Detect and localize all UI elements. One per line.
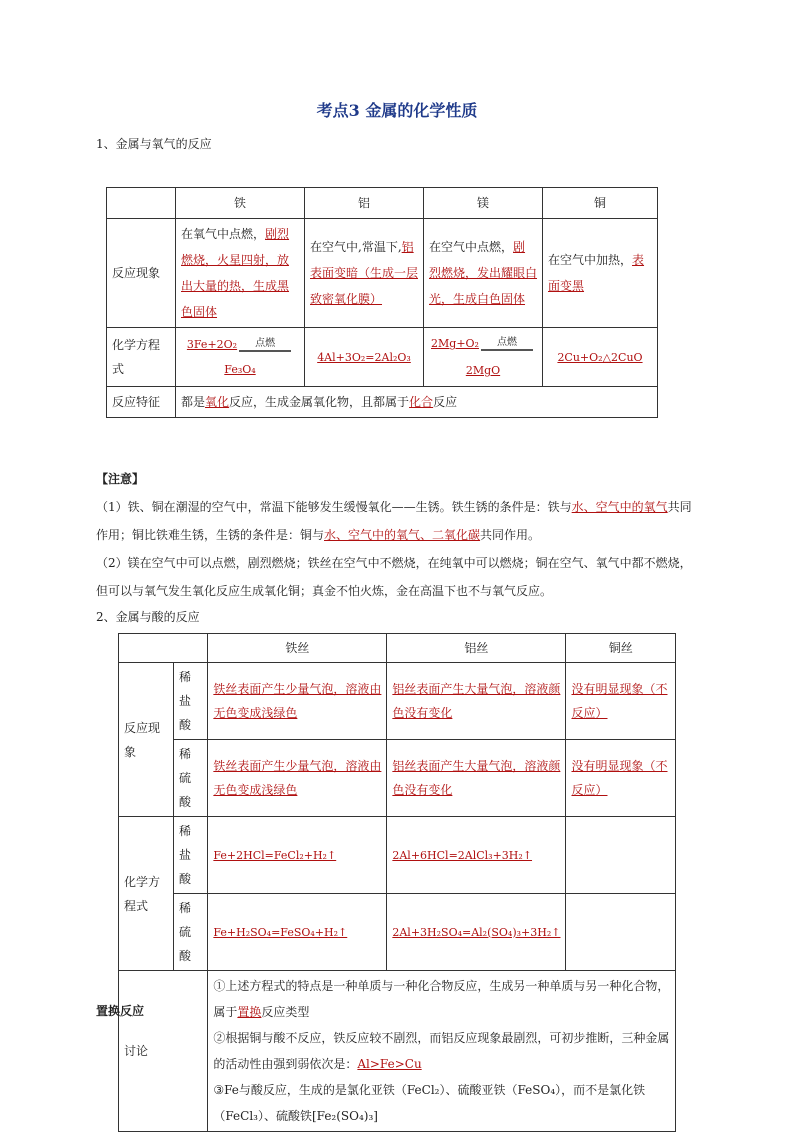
oxygen-reaction-table <box>106 187 658 418</box>
row-label: 化学方程式 <box>107 328 176 387</box>
discussion-1: ①上述方程式的特点是一种单质与一种化合物反应，生成另一种单质与另一种化合物，属于置换反应类型 <box>213 979 670 1019</box>
row-label: 反应特征 <box>107 387 176 418</box>
acid-label: 稀硫酸 <box>174 894 208 971</box>
discussion-cell <box>208 971 676 1132</box>
table-cell: 铁丝表面产生少量气泡，溶液由无色变成浅绿色 <box>208 663 387 740</box>
table-header-empty <box>107 188 176 219</box>
note-paragraph-1: （1）铁、铜在潮湿的空气中，常温下能够发生缓慢氧化——生锈。铁生锈的条件是：铁与水、空气中的氧气共同作用；铜比铁难生锈，生锈的条件是：铜与水、空气中的氧气、二氧化碳共同作用。 <box>96 500 692 542</box>
table-cell-empty <box>566 817 676 894</box>
table-cell: 在空气中加热，表面变黑 <box>543 219 658 328</box>
row-label: 化学方程式 <box>119 817 174 971</box>
table-header: 铁 <box>176 188 305 219</box>
table-cell: 在氧气中点燃，剧烈燃烧，火星四射，放出大量的热，生成黑色固体 <box>176 219 305 328</box>
section-heading-oxygen: 1、金属与氧气的反应 <box>96 137 212 151</box>
equation-cell: 3Fe+2O₂ 点燃 Fe₃O₄ <box>176 328 305 387</box>
table-header: 铝 <box>305 188 424 219</box>
section-heading-displacement: 置换反应 <box>96 1004 145 1018</box>
note-paragraph-2: （2）镁在空气中可以点燃，剧烈燃烧；铁丝在空气中不燃烧，在纯氧中可以燃烧；铜在空气、氧气中都不燃烧，但可以与氧气发生氧化反应生成氧化铜；真金不怕火炼，金在高温下也不与氧气反应。 <box>96 556 692 598</box>
table-header: 铜 <box>543 188 658 219</box>
row-label: 讨论 <box>119 971 208 1132</box>
acid-reaction-table <box>118 633 676 1132</box>
row-label: 反应现象 <box>119 663 174 817</box>
table-cell: 铝丝表面产生大量气泡，溶液颜色没有变化 <box>387 663 566 740</box>
acid-label: 稀盐酸 <box>174 817 208 894</box>
table-header-empty <box>119 634 208 663</box>
equation-cell: 4Al+3O₂=2Al₂O₃ <box>305 328 424 387</box>
table-cell: 在空气中点燃，剧烈燃烧，发出耀眼白光，生成白色固体 <box>424 219 543 328</box>
table-cell: 铁丝表面产生少量气泡，溶液由无色变成浅绿色 <box>208 740 387 817</box>
table-header: 铜丝 <box>566 634 676 663</box>
acid-label: 稀盐酸 <box>174 663 208 740</box>
table-cell: 没有明显现象（不反应） <box>566 740 676 817</box>
equation-cell: 2Al+6HCl=2AlCl₃+3H₂↑ <box>387 817 566 894</box>
table-cell: 铝丝表面产生大量气泡，溶液颜色没有变化 <box>387 740 566 817</box>
row-label: 反应现象 <box>107 219 176 328</box>
equation-cell: 2Al+3H₂SO₄=Al₂(SO₄)₃+3H₂↑ <box>387 894 566 971</box>
table-cell-empty <box>566 894 676 971</box>
section-heading-acid: 2、金属与酸的反应 <box>96 610 200 624</box>
table-header: 铝丝 <box>387 634 566 663</box>
feature-cell: 都是氧化反应，生成金属氧化物，且都属于化合反应 <box>176 387 658 418</box>
equation-cell: Fe+2HCl=FeCl₂+H₂↑ <box>208 817 387 894</box>
equation-cell: Fe+H₂SO₄=FeSO₄+H₂↑ <box>208 894 387 971</box>
equation-cell: 2Mg+O₂ 点燃2MgO <box>424 328 543 387</box>
acid-label: 稀硫酸 <box>174 740 208 817</box>
note-heading: 【注意】 <box>96 472 145 486</box>
table-cell: 没有明显现象（不反应） <box>566 663 676 740</box>
discussion-3: ③Fe与酸反应，生成的是氯化亚铁（FeCl₂）、硫酸亚铁（FeSO₄），而不是氯化铁（FeCl₃）、硫酸铁[Fe₂(SO₄)₃] <box>213 1083 646 1123</box>
discussion-2: ②根据铜与酸不反应，铁反应较不剧烈，而铝反应现象最剧烈，可初步推断，三种金属的活动性由强到弱依次是：Al>Fe>Cu <box>213 1031 670 1071</box>
table-header: 镁 <box>424 188 543 219</box>
equation-cell: 2Cu+O₂△2CuO <box>543 328 658 387</box>
table-header: 铁丝 <box>208 634 387 663</box>
page-title: 考点3 金属的化学性质 <box>316 101 478 120</box>
table-cell: 在空气中,常温下,铝表面变暗（生成一层致密氧化膜） <box>305 219 424 328</box>
note-block <box>96 465 700 605</box>
